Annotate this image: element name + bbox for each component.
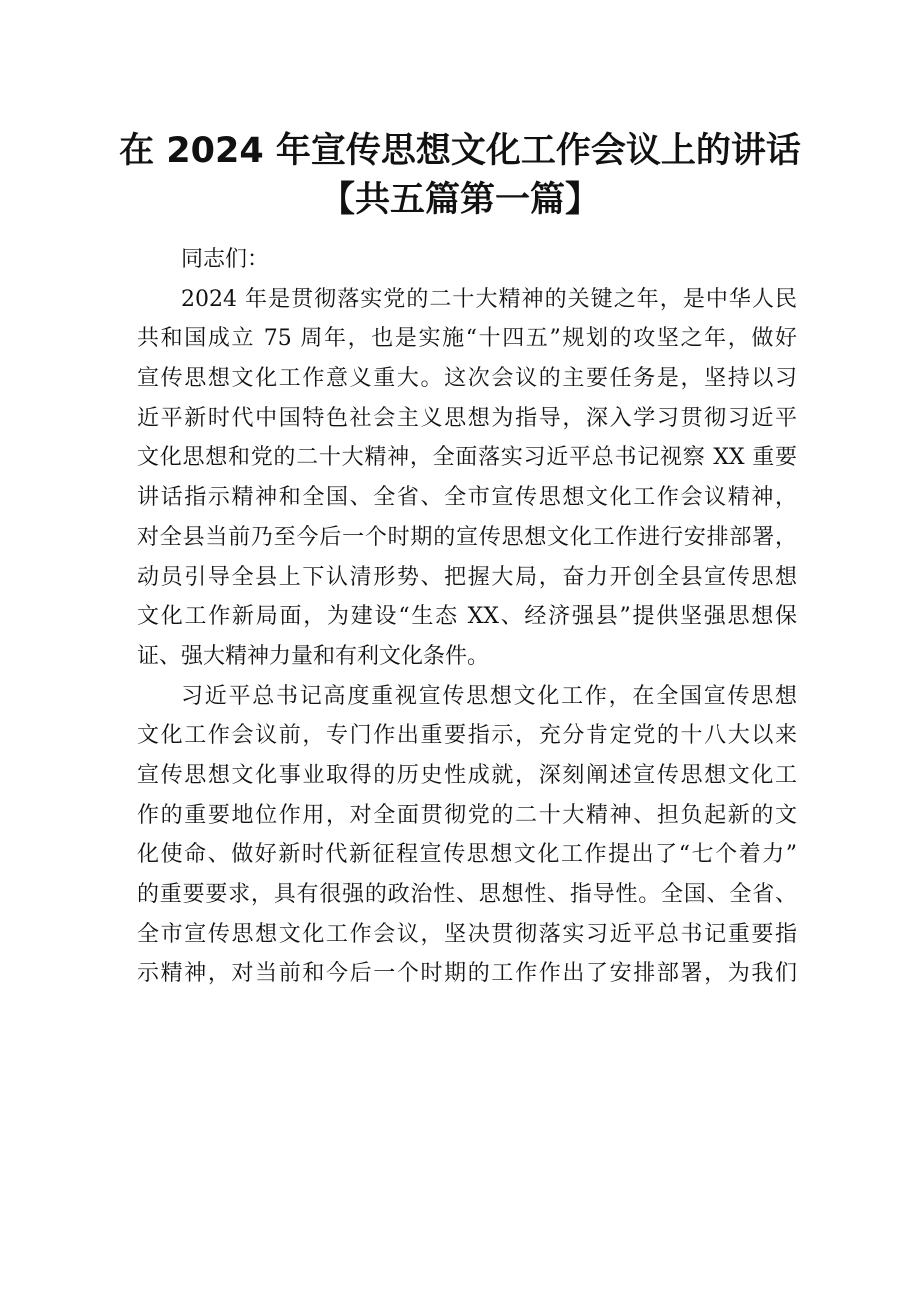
paragraph-1-line: 近平新时代中国特色社会主义思想为指导，深入学习贯彻习近平 — [137, 405, 797, 431]
paragraph-1-line: 对全县当前乃至今后一个时期的宣传思想文化工作进行安排部署， — [137, 524, 797, 550]
paragraph-2-line: 的重要要求，具有很强的政治性、思想性、指导性。全国、全省、 — [137, 882, 797, 907]
paragraph-1-line: 共和国成立 75 周年，也是实施“十四五”规划的攻坚之年，做好 — [137, 326, 797, 352]
paragraph-1-line: 证、强大精神力量和有利文化条件。 — [137, 643, 490, 669]
paragraph-2-line: 示精神，对当前和今后一个时期的工作作出了安排部署，为我们 — [137, 961, 797, 987]
paragraph-1-line: 宣传思想文化工作意义重大。这次会议的主要任务是，坚持以习 — [137, 366, 797, 392]
paragraph-2-line: 化使命、做好新时代新征程宣传思想文化工作提出了“七个着力” — [137, 842, 797, 868]
paragraph-2-line: 文化工作会议前，专门作出重要指示，充分肯定党的十八大以来 — [137, 723, 797, 749]
paragraph-1-line: 讲话指示精神和全国、全省、全市宣传思想文化工作会议精神， — [137, 485, 797, 511]
paragraph-2-line: 习近平总书记高度重视宣传思想文化工作，在全国宣传思想 — [181, 683, 797, 709]
paragraph-2-line: 全市宣传思想文化工作会议，坚决贯彻落实习近平总书记重要指 — [137, 921, 797, 947]
paragraph-1-line: 2024 年是贯彻落实党的二十大精神的关键之年，是中华人民 — [181, 286, 797, 312]
paragraph-2-line: 宣传思想文化事业取得的历史性成就，深刻阐述宣传思想文化工 — [137, 762, 797, 788]
salutation: 同志们： — [181, 247, 270, 272]
paragraph-1-line: 文化思想和党的二十大精神，全面落实习近平总书记视察 XX 重要 — [137, 445, 797, 471]
document-subtitle: 【共五篇第一篇】 — [319, 180, 600, 220]
paragraph-2-line: 作的重要地位作用，对全面贯彻党的二十大精神、担负起新的文 — [137, 802, 797, 828]
document-body — [137, 240, 797, 994]
document-title: 在 2024 年宣传思想文化工作会议上的讲话 — [119, 131, 801, 171]
paragraph-1-line: 文化工作新局面，为建设“生态 XX、经济强县”提供坚强思想保 — [137, 604, 797, 630]
paragraph-1-line: 动员引导全县上下认清形势、把握大局，奋力开创全县宣传思想 — [137, 564, 797, 590]
